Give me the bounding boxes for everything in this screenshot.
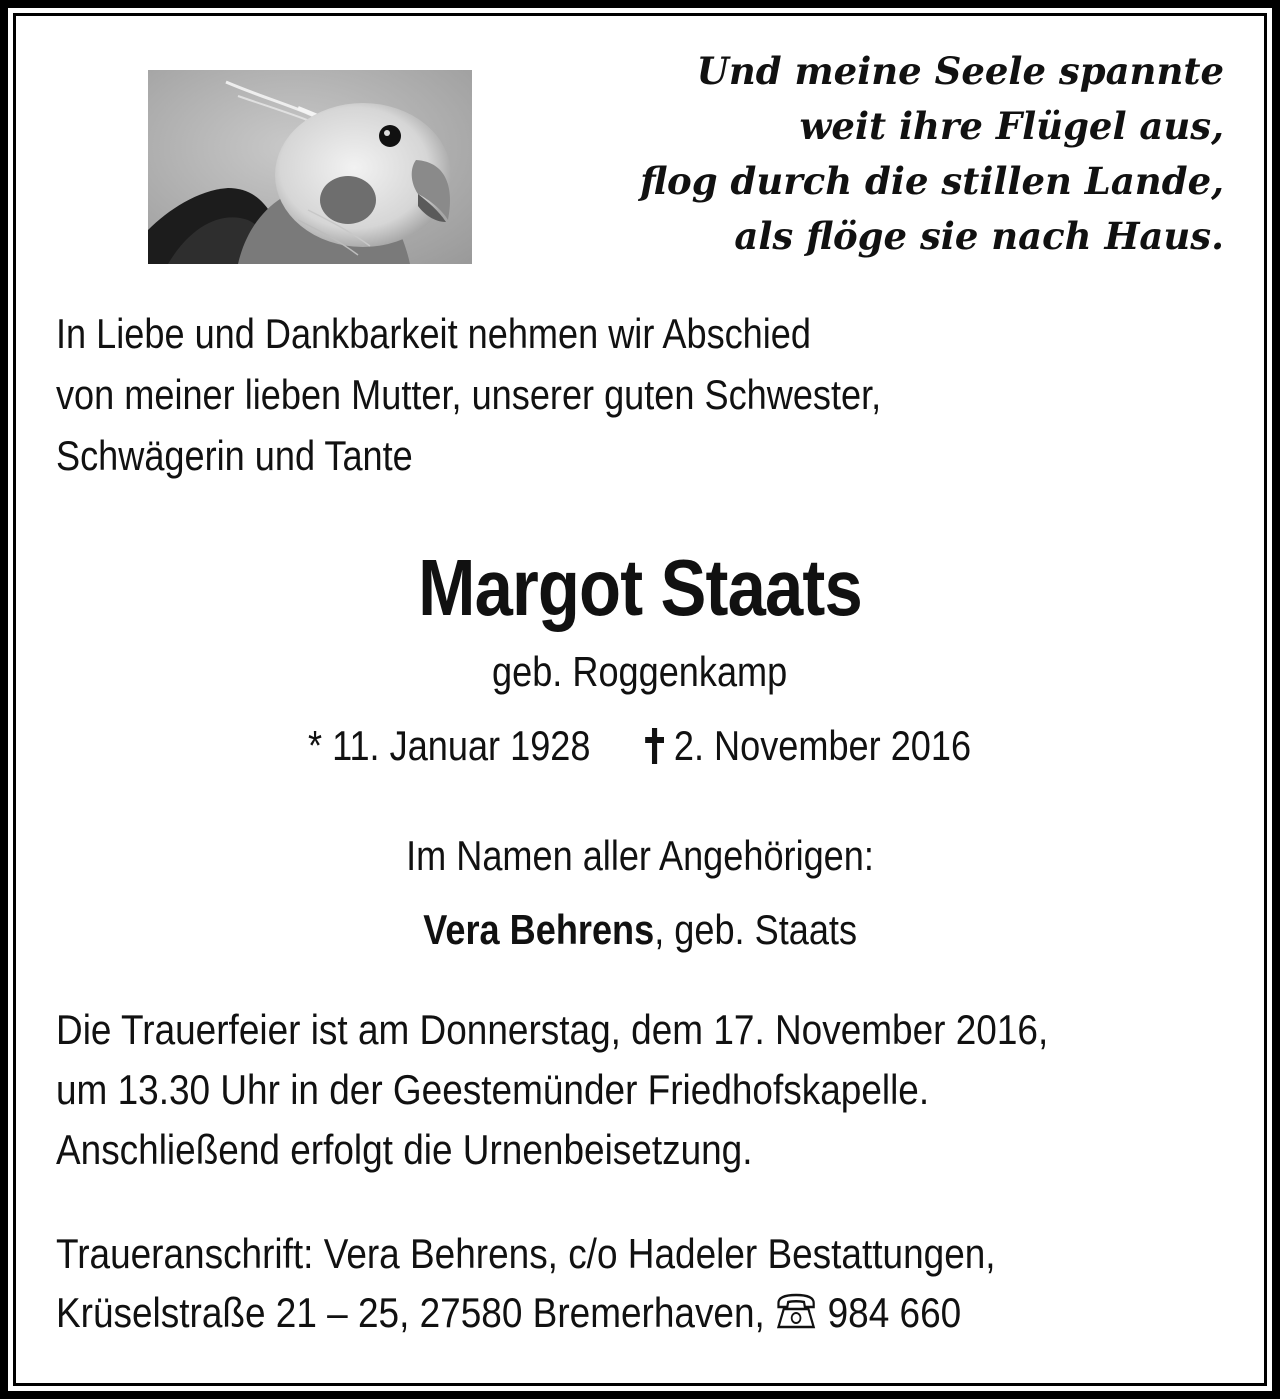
birth-name: geb. Roggenkamp (492, 648, 788, 695)
intro-line: In Liebe und Dankbarkeit nehmen wir Abschied (56, 310, 811, 357)
address-street: Krüselstraße 21 – 25, 27580 Bremerhaven, (56, 1289, 776, 1336)
life-dates (16, 716, 1264, 776)
ceremony-line: um 13.30 Uhr in der Geestemünder Friedhofskapelle. (56, 1066, 930, 1113)
telephone-icon (775, 1293, 817, 1331)
address-line-2 (56, 1283, 996, 1342)
latin-cross-icon (645, 728, 664, 764)
life-dates-text (308, 716, 971, 776)
poem-line: als flöge sie nach Haus. (734, 214, 1224, 258)
mourner-signature (16, 900, 1264, 960)
birth-name-block (16, 642, 1264, 702)
intro-line: Schwägerin und Tante (56, 432, 413, 479)
mourner-line (423, 900, 857, 960)
poem-line: flog durch die stillen Lande, (640, 159, 1224, 203)
intro-line: von meiner lieben Mutter, unserer guten Schwester, (56, 371, 882, 418)
bird-photo (148, 70, 472, 264)
farewell-intro (56, 303, 881, 486)
mourners-intro: Im Namen aller Angehörigen: (406, 832, 874, 879)
condolence-address (56, 1224, 996, 1342)
address-line-1: Traueranschrift: Vera Behrens, c/o Hadeler Bestattungen, (56, 1230, 996, 1277)
ceremony-line: Die Trauerfeier ist am Donnerstag, dem 17. November 2016, (56, 1006, 1049, 1053)
ceremony-line: Anschließend erfolgt die Urnenbeisetzung. (56, 1126, 753, 1173)
mourner-name: Vera Behrens (423, 906, 655, 953)
birth-date: * 11. Januar 1928 (308, 722, 591, 769)
death-date: 2. November 2016 (674, 722, 972, 769)
deceased-name: Margot Staats (418, 543, 862, 632)
ceremony-info (56, 1000, 1048, 1180)
poem-line: weit ihre Flügel aus, (799, 104, 1224, 148)
poem-line: Und meine Seele spannte (696, 49, 1224, 93)
phone-number: 984 660 (827, 1289, 962, 1336)
mourner-name-suffix: , geb. Staats (654, 906, 857, 953)
deceased-name-block (16, 540, 1264, 636)
poem (604, 44, 1224, 264)
cockatiel-image (148, 70, 472, 264)
mourners-intro-block (16, 826, 1264, 886)
